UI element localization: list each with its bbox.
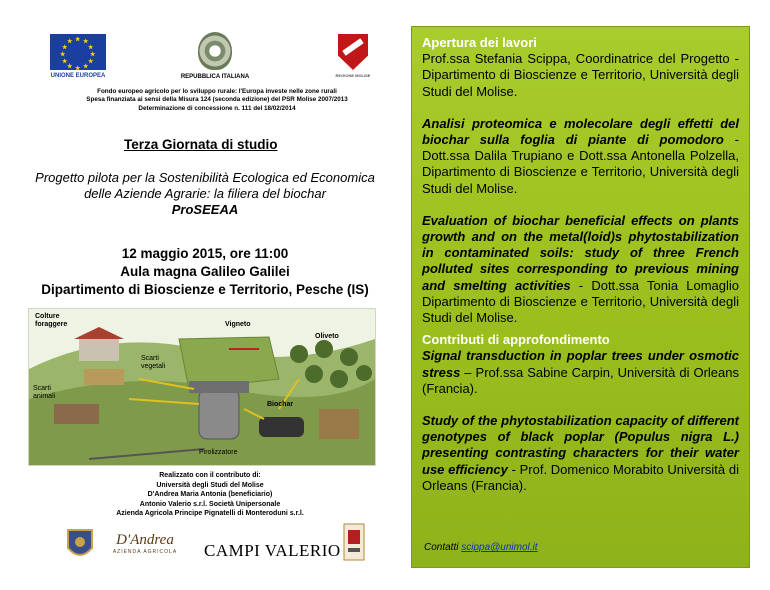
pignatelli-logo: [342, 522, 366, 567]
credits-line: Azienda Agricola Principe Pignatelli di Monteroduni s.r.l.: [116, 510, 304, 518]
project-title: [18, 170, 392, 218]
unimol-logo: [66, 528, 94, 567]
funding-line: Fondo europeo agricolo per lo sviluppo rurale: l'Europa investe nelle zone rurali: [97, 88, 337, 95]
talk-1-title: Analisi proteomica e molecolare degli effetti del biochar sulla foglia di piante di pomodoro: [422, 115, 739, 148]
dandrea-name: D'Andrea: [116, 532, 174, 548]
talk-3: [422, 348, 739, 397]
event-title: Terza Giornata di studio: [124, 137, 278, 152]
talk-3-title: Signal transduction in poplar trees under osmotic stress: [422, 348, 739, 380]
funding-text: [82, 88, 352, 113]
biochar-chain-illustration: [28, 308, 376, 466]
event-venue: Aula magna Galileo Galilei: [120, 264, 290, 279]
program-panel: [411, 26, 750, 568]
contrib-heading: Contributi di approfondimento: [422, 332, 610, 348]
campi-valerio-name: CAMPI VALERIO: [204, 541, 341, 560]
talk-3-speakers: – Prof.ssa Sabine Carpin, Università di Orleans (Francia).: [422, 364, 739, 396]
label-scarti-vegetali: Scarti vegetali: [141, 355, 166, 370]
label-scarti-animali: Scarti animali: [33, 385, 56, 400]
credits-line: D'Andrea Maria Antonia (beneficiario): [147, 491, 273, 499]
molise-logo: [328, 34, 378, 78]
funding-line: Spesa finanziata ai sensi della Misura 124 (seconda edizione) del PSR Molise 2007/2013: [86, 96, 348, 104]
eu-label: UNIONE EUROPEA: [50, 73, 106, 79]
contact-email-link[interactable]: scippa@unimol.it: [461, 542, 538, 553]
label-oliveto: Oliveto: [315, 333, 339, 340]
italian-republic-emblem-icon: [198, 32, 232, 70]
talk-4-speakers: - Prof. Domenico Morabito Università di Orleans (Francia).: [422, 461, 739, 493]
label-vigneto: Vigneto: [225, 321, 251, 328]
dandrea-sub: AZIENDA AGRICOLA: [112, 549, 178, 555]
eu-logo: [40, 34, 116, 79]
project-title-line2: delle Aziende Agrarie: la filiera del biochar: [84, 186, 326, 201]
molise-label: REGIONE MOLISE: [335, 73, 371, 78]
talk-4-title: Study of the phytostabilization capacity of different genotypes of black poplar (Populus nigra L.) presenting contrasting characters for their water use efficiency: [422, 413, 739, 477]
opening-text: Prof.ssa Stefania Scippa, Coordinatrice del Progetto - Dipartimento di Bioscienze e Territorio, Università degli Studi del Molise.: [422, 51, 739, 99]
campi-valerio-logo: [204, 541, 341, 561]
opening-heading: Apertura dei lavori: [422, 35, 537, 50]
label-colture: Colture foraggere: [35, 313, 68, 328]
contact: [424, 542, 538, 553]
italy-label: REPUBBLICA ITALIANA: [180, 74, 250, 80]
eu-flag-icon: ★ ★ ★ ★ ★ ★ ★ ★ ★ ★ ★ ★: [50, 34, 106, 70]
label-pirolizzatore: Pirolizzatore: [199, 449, 238, 456]
credits-heading: Realizzato con il contributo di:: [159, 472, 261, 479]
contact-label: Contatti: [424, 542, 459, 553]
credits: [60, 471, 360, 519]
event-date: 12 maggio 2015, ore 11:00: [121, 246, 289, 261]
funding-line: Determinazione di concessione n. 111 del 18/02/2014: [138, 104, 296, 112]
talk-4: [422, 413, 739, 494]
talk-2: [422, 213, 739, 326]
project-acronym: ProSEEAA: [171, 202, 239, 217]
pignatelli-crest-icon: [342, 522, 366, 562]
italy-emblem: [170, 32, 260, 80]
credits-line: Antonio Valerio s.r.l. Società Unipersonale: [139, 500, 281, 508]
label-biochar: Biochar: [267, 401, 294, 408]
project-title-line1: Progetto pilota per la Sostenibilità Ecologica ed Economica: [35, 170, 375, 185]
talk-1: [422, 116, 739, 197]
event-place: Dipartimento di Bioscienze e Territorio, Pesche (IS): [41, 282, 369, 297]
dandrea-logo: [104, 532, 186, 555]
talk-2-title: Evaluation of biochar beneficial effects on plants growth and on the metal(loid)s phytostabilization in contaminated soils: study of three French polluted sites corresponding to previous mining and smelting activities: [422, 212, 739, 293]
unimol-shield-icon: [66, 528, 94, 562]
talk-2-speakers: - Dott.ssa Tonia Lomaglio Dipartimento di Bioscienze e Territorio, Università degli Studi del Molise.: [422, 277, 740, 326]
credits-line: Università degli Studi del Molise: [156, 481, 264, 489]
event-details: [18, 245, 392, 299]
molise-shield-icon: [338, 34, 368, 70]
talk-1-speakers: - Dott.ssa Dalila Trupiano e Dott.ssa Antonella Polzella, Dipartimento di Bioscienze e Territorio, Università degli Studi del Molise.: [422, 132, 739, 196]
